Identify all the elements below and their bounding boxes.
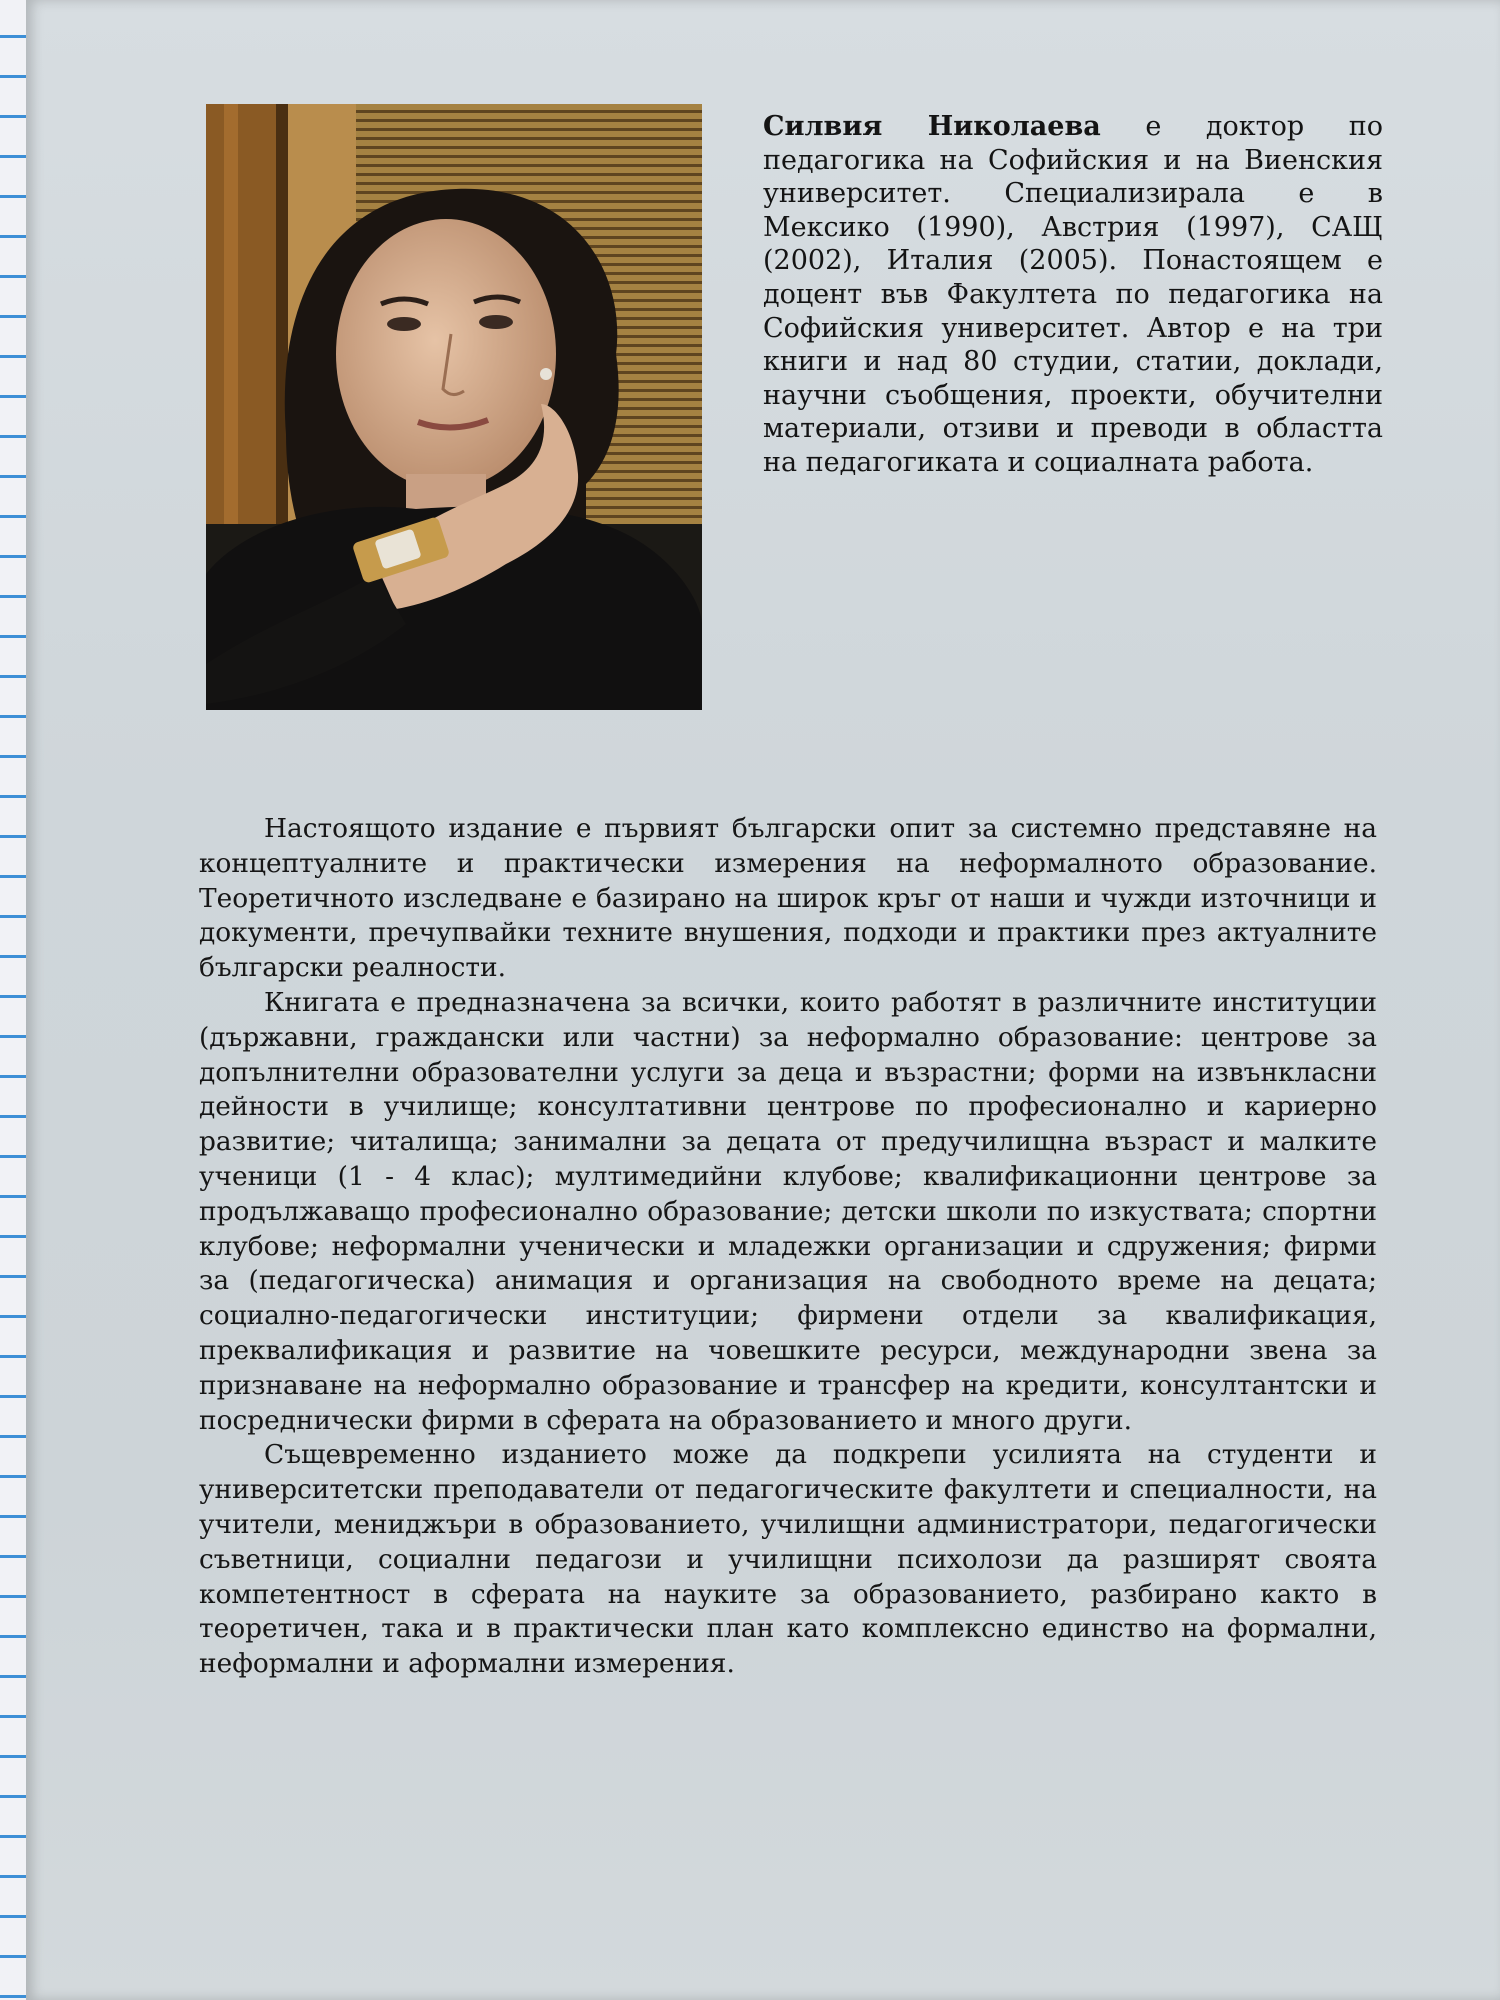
- book-back-cover: [26, 0, 1500, 2000]
- author-bio-text: е доктор по педагогика на Софийския и на Виенския университет. Специализирала е в Мексико (1990), Австрия (1997), САЩ (2002), Италия (2005). Понастоящем е доцент във Факултета по педагогика на Софийския университет. Автор е на три книги и над 80 студии, статии, доклади, научни съобщения, проекти, обучителни материали, отзиви и преводи в областта на педагогиката и социалната работа.: [763, 111, 1383, 478]
- notebook-ruled-edge: [0, 0, 26, 2000]
- description-paragraph: Същевременно изданието може да подкрепи усилията на студенти и университетски преподаватели от педагогическите факултети и специалности, на учители, мениджъри в образованието, училищни администратори, педагогически съветници, социални педагози и училищни психолози да разширят своята компетентност в сферата на науките за образованието, разбирано както в теоретичен, така и в практически план като комплексно единство на формални, неформални и аформални измерения.: [199, 1439, 1377, 1680]
- author-name: Силвия Николаева: [763, 111, 1101, 142]
- book-description: [199, 812, 1377, 1682]
- description-paragraph: Настоящото издание е първият български опит за системно представяне на концептуалните и практически измерения на неформалното образование. Теоретичното изследване е базирано на широк кръг от наши и чужди източници и документи, пречупвайки техните внушения, подходи и практики през актуалните български реалности.: [199, 813, 1377, 984]
- author-bio: [763, 110, 1383, 480]
- author-photo: [206, 104, 702, 710]
- description-paragraph: Книгата е предназначена за всички, които работят в различните институции (държавни, граждански или частни) за неформално образование: центрове за допълнителни образователни услуги за деца и възрастни; форми на извънкласни дейности в училище; консултативни центрове по професионално и кариерно развитие; читалища; занимални за децата от предучилищна възраст и малките ученици (1 - 4 клас); мултимедийни клубове; квалификационни центрове за продължаващо професионално образование; детски школи по изкуствата; спортни клубове; неформални ученически и младежки организации и сдружения; фирми за (педагогическа) анимация и организация на свободното време на децата; социално-педагогически институции; фирмени отдели за квалификация, преквалификация и развитие на човешките ресурси, международни звена за признаване на неформално образование и трансфер на кредити, консултантски и посреднически фирми в сферата на образованието и много други.: [199, 986, 1377, 1436]
